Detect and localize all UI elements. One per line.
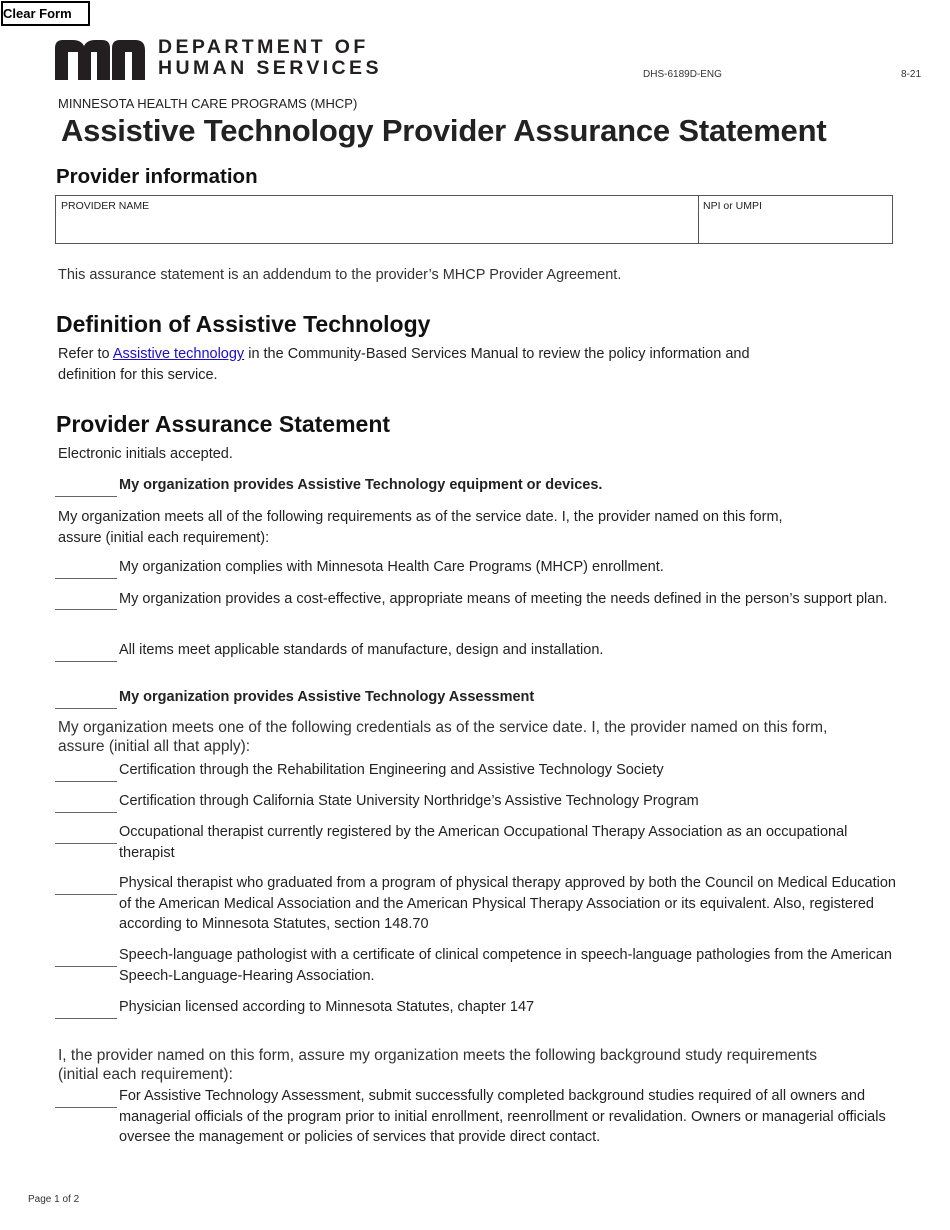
clear-form-button[interactable]: Clear Form (1, 1, 90, 26)
provider-name-label: PROVIDER NAME (61, 200, 150, 212)
provider-info-table (55, 195, 893, 244)
equipment-intro (58, 507, 918, 548)
background-item: For Assistive Technology Assessment, submit successfully completed background studies required of all owners and managerial officials of the program prior to initial enrollment, reenrollment or revalidation. Owners or managerial officials oversee the management or policies of services that provide direct contact. (119, 1088, 886, 1145)
initial-line (55, 496, 117, 497)
initial-line (55, 843, 117, 844)
initial-input-background-study[interactable] (55, 1089, 121, 1109)
credential-item: Certification through the Rehabilitation Engineering and Assistive Technology Society (119, 762, 664, 778)
assessment-statement: My organization provides Assistive Technology Assessment (119, 689, 535, 705)
initial-line (55, 894, 117, 895)
definition-text-before: Refer to (58, 346, 113, 362)
department-line-2: HUMAN SERVICES (158, 57, 382, 79)
equipment-item: My organization complies with Minnesota Health Care Programs (MHCP) enrollment. (119, 559, 664, 575)
form-number: DHS-6189D-ENG (643, 69, 722, 80)
table-divider (698, 196, 699, 243)
equipment-statement: My organization provides Assistive Technology equipment or devices. (119, 477, 603, 493)
credential-item: Certification through California State University Northridge’s Assistive Technology Program (119, 793, 699, 809)
mn-logo-icon (55, 38, 145, 80)
background-intro (58, 1046, 938, 1084)
provider-info-heading: Provider information (56, 165, 258, 188)
assurance-heading: Provider Assurance Statement (56, 411, 391, 437)
npi-input[interactable] (703, 216, 892, 240)
addendum-text: This assurance statement is an addendum to the provider’s MHCP Provider Agreement. (58, 267, 622, 283)
equipment-intro-line1: My organization meets all of the following requirements as of the service date. I, the provider named on this form, (58, 509, 783, 525)
credential-item: Speech-language pathologist with a certificate of clinical competence in speech-language pathologies from the American Speech-Language-Hearing Association. (119, 947, 892, 984)
initial-line (55, 966, 117, 967)
credential-item: Occupational therapist currently registered by the American Occupational Therapy Association as an occupational therapist (119, 824, 848, 861)
assessment-intro-line2: assure (initial all that apply): (58, 738, 251, 755)
equipment-item: All items meet applicable standards of manufacture, design and installation. (119, 642, 604, 658)
initial-line (55, 708, 117, 709)
initial-input-resna[interactable] (55, 763, 121, 783)
npi-label: NPI or UMPI (703, 200, 762, 212)
revision-date: 8-21 (901, 69, 922, 80)
initial-input-pt[interactable] (55, 876, 121, 896)
program-name: MINNESOTA HEALTH CARE PROGRAMS (MHCP) (58, 96, 358, 111)
definition-text-after: in the Community-Based Services Manual to review the policy information and (244, 346, 750, 362)
equipment-intro-line2: assure (initial each requirement): (58, 529, 270, 546)
assessment-intro (58, 718, 938, 756)
credential-item: Physical therapist who graduated from a program of physical therapy approved by both the Council on Medical Education of the American Medical Association and the American Physical Therapy Association or its equivalent. Also, registered according to Minnesota Statutes, section 148.70 (119, 875, 896, 932)
initial-line (55, 781, 117, 782)
page-title: Assistive Technology Provider Assurance Statement (61, 113, 827, 148)
page-number: Page 1 of 2 (28, 1194, 80, 1205)
initial-line (55, 1107, 117, 1108)
background-intro-line2: (initial each requirement): (58, 1066, 233, 1083)
initial-input-physician[interactable] (55, 1000, 121, 1020)
provider-name-input[interactable] (61, 216, 695, 240)
initial-input-ot[interactable] (55, 825, 121, 845)
initial-input-csun[interactable] (55, 794, 121, 814)
definition-text-line2: definition for this service. (58, 366, 218, 383)
initial-line (55, 609, 117, 610)
initial-input-standards[interactable] (55, 643, 121, 663)
initial-input-assessment[interactable] (55, 690, 121, 710)
equipment-item: My organization provides a cost-effective, appropriate means of meeting the needs defined in the person’s support plan. (119, 591, 888, 607)
background-intro-line1: I, the provider named on this form, assure my organization meets the following background study requirements (58, 1047, 818, 1064)
assistive-technology-link[interactable]: Assistive technology (112, 346, 245, 362)
initial-input-equipment[interactable] (55, 478, 121, 498)
department-line-1: DEPARTMENT OF (158, 36, 369, 58)
initial-line (55, 661, 117, 662)
initial-input-mhcp-enrollment[interactable] (55, 560, 121, 580)
definition-text (58, 344, 918, 385)
credential-item: Physician licensed according to Minnesota Statutes, chapter 147 (119, 999, 535, 1015)
initial-line (55, 1018, 117, 1019)
definition-heading: Definition of Assistive Technology (56, 311, 431, 337)
department-name (158, 37, 382, 79)
initial-line (55, 578, 117, 579)
initial-input-slp[interactable] (55, 948, 121, 968)
initial-line (55, 812, 117, 813)
assessment-intro-line1: My organization meets one of the following credentials as of the service date. I, the provider named on this form, (58, 719, 828, 736)
initials-note: Electronic initials accepted. (58, 446, 233, 462)
